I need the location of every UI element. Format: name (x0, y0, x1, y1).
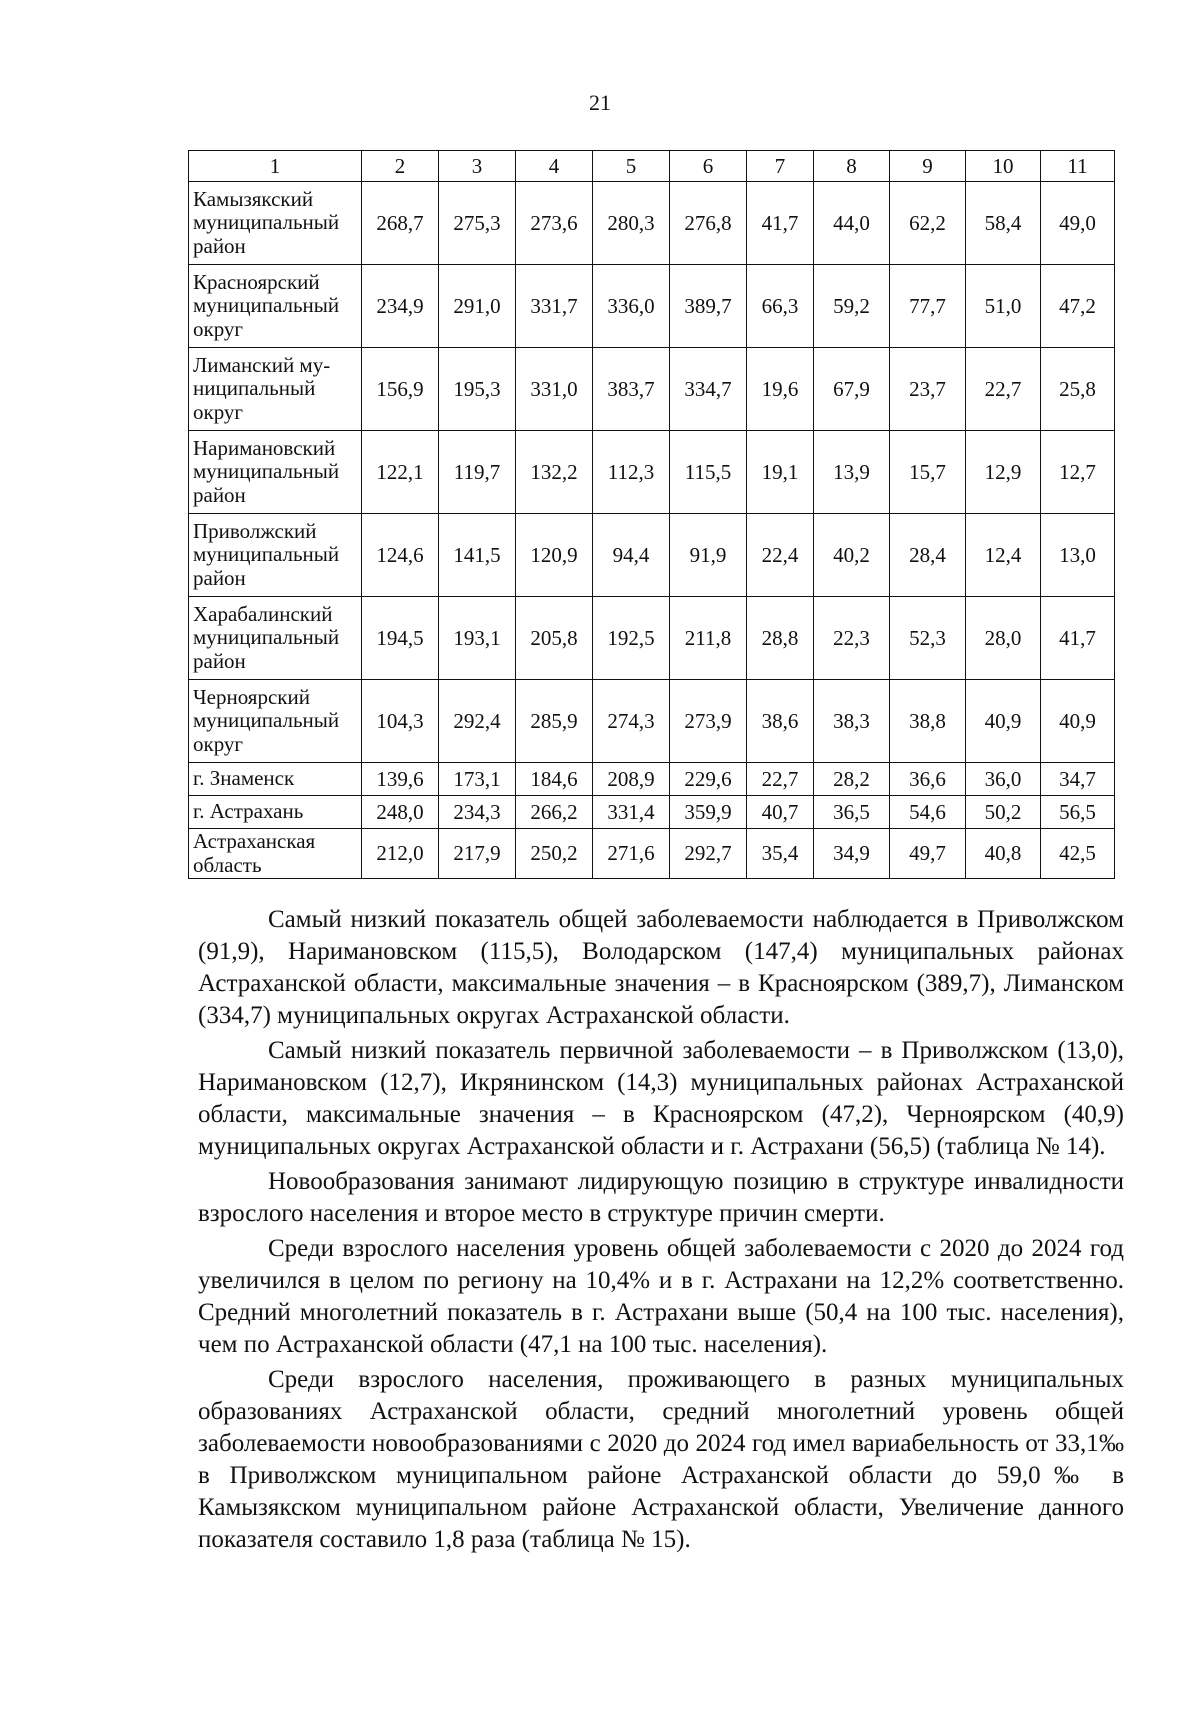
table-cell: 104,3 (362, 680, 439, 763)
table-cell: 268,7 (362, 182, 439, 265)
row-label-line: район (193, 648, 246, 673)
table-cell: 229,6 (670, 763, 747, 796)
table-cell: 42,5 (1041, 829, 1115, 879)
table-cell: 119,7 (439, 431, 516, 514)
table-cell: 331,7 (516, 265, 593, 348)
row-label-line: Красноярский (193, 269, 320, 294)
column-header: 6 (670, 151, 747, 182)
row-label (189, 182, 362, 265)
table-cell: 193,1 (439, 597, 516, 680)
table-cell: 334,7 (670, 348, 747, 431)
table-cell: 34,9 (814, 829, 890, 879)
table-row (189, 597, 1115, 680)
table-cell: 41,7 (747, 182, 814, 265)
table-cell: 280,3 (593, 182, 670, 265)
row-label-line: муниципальный (193, 625, 340, 650)
table-cell: 50,2 (966, 796, 1041, 829)
table-cell: 36,0 (966, 763, 1041, 796)
row-label-line: район (193, 482, 246, 507)
row-label-line: муниципальный (193, 210, 340, 235)
table-cell: 40,9 (1041, 680, 1115, 763)
table-cell: 205,8 (516, 597, 593, 680)
table-cell: 36,6 (890, 763, 966, 796)
column-header: 3 (439, 151, 516, 182)
row-label-line: Камызякский (193, 186, 314, 211)
table-row (189, 680, 1115, 763)
table-cell: 59,2 (814, 265, 890, 348)
table-row (189, 265, 1115, 348)
table-cell: 292,7 (670, 829, 747, 879)
table-cell: 285,9 (516, 680, 593, 763)
table-cell: 44,0 (814, 182, 890, 265)
table-cell: 28,8 (747, 597, 814, 680)
table-cell: 124,6 (362, 514, 439, 597)
table-cell: 115,5 (670, 431, 747, 514)
column-header: 2 (362, 151, 439, 182)
table-cell: 49,0 (1041, 182, 1115, 265)
table-cell: 234,9 (362, 265, 439, 348)
table-cell: 156,9 (362, 348, 439, 431)
table-cell: 62,2 (890, 182, 966, 265)
table-cell: 38,8 (890, 680, 966, 763)
column-header: 8 (814, 151, 890, 182)
row-label (189, 763, 362, 796)
table-cell: 54,6 (890, 796, 966, 829)
table-cell: 248,0 (362, 796, 439, 829)
table-cell: 40,7 (747, 796, 814, 829)
table-cell: 292,4 (439, 680, 516, 763)
row-label-line: муниципальный (193, 542, 340, 567)
table-cell: 38,6 (747, 680, 814, 763)
row-label (189, 265, 362, 348)
table-cell: 22,7 (966, 348, 1041, 431)
table-cell: 389,7 (670, 265, 747, 348)
table-row (189, 514, 1115, 597)
table-body (189, 182, 1115, 879)
table-cell: 112,3 (593, 431, 670, 514)
table-cell: 217,9 (439, 829, 516, 879)
table-cell: 22,4 (747, 514, 814, 597)
row-label-line: район (193, 565, 246, 590)
table-cell: 12,4 (966, 514, 1041, 597)
paragraph: Новообразования занимают лидирующую позицию в структуре инвалидности взрослого населения и второе место в структуре причин смерти. (198, 1168, 1124, 1227)
table-cell: 273,6 (516, 182, 593, 265)
table-cell: 194,5 (362, 597, 439, 680)
row-label (189, 597, 362, 680)
table-cell: 28,2 (814, 763, 890, 796)
table-cell: 28,4 (890, 514, 966, 597)
table-cell: 184,6 (516, 763, 593, 796)
row-label-line: Астраханская (193, 829, 316, 853)
body-text (198, 904, 1124, 1559)
table-cell: 51,0 (966, 265, 1041, 348)
table-cell: 331,0 (516, 348, 593, 431)
row-label (189, 680, 362, 763)
table-cell: 139,6 (362, 763, 439, 796)
morbidity-table (188, 150, 1115, 879)
table-cell: 173,1 (439, 763, 516, 796)
table-cell: 67,9 (814, 348, 890, 431)
table-cell: 208,9 (593, 763, 670, 796)
row-label (189, 796, 362, 829)
row-label-line: муниципальный (193, 708, 340, 733)
table-cell: 91,9 (670, 514, 747, 597)
table-cell: 56,5 (1041, 796, 1115, 829)
table-cell: 52,3 (890, 597, 966, 680)
table-cell: 35,4 (747, 829, 814, 879)
row-label-line: ниципальный (193, 376, 316, 401)
table-cell: 273,9 (670, 680, 747, 763)
row-label-line: округ (193, 731, 244, 756)
table-cell: 12,7 (1041, 431, 1115, 514)
column-header: 1 (189, 151, 362, 182)
table-cell: 211,8 (670, 597, 747, 680)
table-cell: 276,8 (670, 182, 747, 265)
table-cell: 195,3 (439, 348, 516, 431)
row-label-line: Лиманский му- (193, 352, 331, 377)
table-cell: 28,0 (966, 597, 1041, 680)
paragraph: Среди взрослого населения уровень общей заболеваемости с 2020 до 2024 год увеличился в целом по региону на 10,4% и в г. Астрахани на 12,2% соответственно. Средний многолетний показатель в г. Астрахани выше (50,4 на 100 тыс. населения), чем по Астраханской области (47,1 на 100 тыс. населения). (198, 1235, 1124, 1358)
table-cell: 13,0 (1041, 514, 1115, 597)
row-label (189, 348, 362, 431)
table-cell: 49,7 (890, 829, 966, 879)
table-cell: 13,9 (814, 431, 890, 514)
paragraph: Самый низкий показатель первичной заболеваемости – в Приволжском (13,0), Наримановском (12,7), Икрянинском (14,3) муниципальных районах Астраханской области, максимальные значения – в Красноярском (47,2), Черноярском (40,9) муниципальных округах Астраханской области и г. Астрахани (56,5) (таблица № 14). (198, 1037, 1124, 1160)
table-cell: 66,3 (747, 265, 814, 348)
paragraph: Среди взрослого населения, проживающего в разных муниципальных образованиях Астраханской области, средний многолетний уровень общей заболеваемости новообразованиями с 2020 до 2024 год имел вариабельность от 33,1‰ в Приволжском муниципальном районе Астраханской области до 59,0‰ в Камызякском муниципальном районе Астраханской области, Увеличение данного показателя составило 1,8 раза (таблица № 15). (198, 1366, 1124, 1553)
page-number: 21 (589, 90, 611, 115)
row-label (189, 514, 362, 597)
table-cell: 19,6 (747, 348, 814, 431)
table-row (189, 763, 1115, 796)
table-cell: 40,2 (814, 514, 890, 597)
column-header: 11 (1041, 151, 1115, 182)
row-label-line: Харабалинский (193, 601, 333, 626)
table-row (189, 348, 1115, 431)
row-label-line: Наримановский (193, 435, 336, 460)
table-cell: 47,2 (1041, 265, 1115, 348)
column-header: 7 (747, 151, 814, 182)
table-cell: 34,7 (1041, 763, 1115, 796)
table-cell: 132,2 (516, 431, 593, 514)
table-cell: 12,9 (966, 431, 1041, 514)
row-label-line: область (193, 852, 262, 877)
row-label-line: Черноярский (193, 684, 310, 709)
row-label-line: муниципальный (193, 293, 340, 318)
table-cell: 359,9 (670, 796, 747, 829)
row-label-line: муниципальный (193, 459, 340, 484)
table-cell: 94,4 (593, 514, 670, 597)
row-label (189, 431, 362, 514)
table-cell: 23,7 (890, 348, 966, 431)
table-cell: 58,4 (966, 182, 1041, 265)
row-label-line: район (193, 233, 246, 258)
table-cell: 22,3 (814, 597, 890, 680)
table-cell: 291,0 (439, 265, 516, 348)
paragraph: Самый низкий показатель общей заболеваемости наблюдается в Приволжском (91,9), Наримановском (115,5), Володарском (147,4) муниципальных районах Астраханской области, максимальные значения – в Красноярском (389,7), Лиманском (334,7) муниципальных округах Астраханской области. (198, 906, 1124, 1029)
table-cell: 212,0 (362, 829, 439, 879)
row-label-line: Приволжский (193, 518, 317, 543)
table-cell: 36,5 (814, 796, 890, 829)
row-label (189, 829, 362, 879)
table-cell: 41,7 (1041, 597, 1115, 680)
table-cell: 141,5 (439, 514, 516, 597)
row-label-line: округ (193, 316, 244, 341)
table-cell: 15,7 (890, 431, 966, 514)
column-header: 9 (890, 151, 966, 182)
table-row (189, 796, 1115, 829)
table-cell: 22,7 (747, 763, 814, 796)
table-row (189, 431, 1115, 514)
table-cell: 383,7 (593, 348, 670, 431)
table-cell: 266,2 (516, 796, 593, 829)
row-label-line: г. Знаменск (193, 766, 295, 791)
table-cell: 122,1 (362, 431, 439, 514)
table-cell: 275,3 (439, 182, 516, 265)
table-cell: 234,3 (439, 796, 516, 829)
table-cell: 250,2 (516, 829, 593, 879)
table-cell: 192,5 (593, 597, 670, 680)
column-header: 5 (593, 151, 670, 182)
table-row (189, 829, 1115, 879)
column-header: 4 (516, 151, 593, 182)
table-cell: 120,9 (516, 514, 593, 597)
row-label-line: г. Астрахань (193, 799, 304, 824)
table-cell: 40,9 (966, 680, 1041, 763)
table-cell: 38,3 (814, 680, 890, 763)
table-header-row (189, 151, 1115, 182)
table-cell: 77,7 (890, 265, 966, 348)
table-cell: 271,6 (593, 829, 670, 879)
column-header: 10 (966, 151, 1041, 182)
table-cell: 331,4 (593, 796, 670, 829)
table-cell: 19,1 (747, 431, 814, 514)
table-cell: 40,8 (966, 829, 1041, 879)
row-label-line: округ (193, 399, 244, 424)
table-cell: 25,8 (1041, 348, 1115, 431)
table-cell: 274,3 (593, 680, 670, 763)
table-cell: 336,0 (593, 265, 670, 348)
table-row (189, 182, 1115, 265)
